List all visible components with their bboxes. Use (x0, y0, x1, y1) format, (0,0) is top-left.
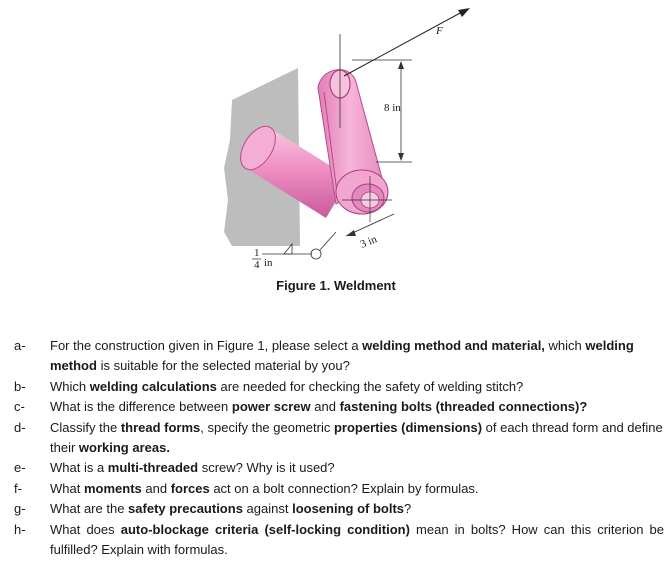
weld-size-numerator: 1 (254, 247, 260, 259)
question-segment: What is a (50, 460, 108, 476)
figure-caption: Figure 1. Weldment (276, 278, 396, 293)
question-emphasis: welding method (50, 338, 634, 374)
question-emphasis: auto-blockage criteria (self-locking condition) (120, 521, 410, 537)
question-segment: are needed for checking the safety of welding stitch? (216, 378, 524, 394)
question-text (50, 418, 664, 459)
question-marker: a- (14, 338, 26, 353)
question-segment: What (50, 480, 84, 496)
question-emphasis: thread forms (120, 419, 201, 435)
question-text (50, 520, 664, 561)
question-segment: mean in bolts? How can this criterion be fulfilled? Explain with formulas. (50, 521, 664, 558)
question-emphasis: safety precautions (128, 501, 243, 517)
question-emphasis: welding method and material, (362, 338, 545, 353)
question-segment: ? (404, 501, 412, 517)
question-item (14, 377, 664, 397)
question-marker: d- (14, 419, 26, 435)
question-segment: For the construction given in Figure 1, please select a (50, 338, 363, 353)
question-marker: g- (14, 501, 26, 517)
dim-8in-label: 8 in (384, 102, 401, 114)
question-item (14, 336, 664, 377)
force-label: F (436, 25, 443, 37)
weld-size-unit: in (264, 257, 273, 269)
question-emphasis: properties (dimensions) (333, 419, 483, 435)
question-emphasis: working areas. (78, 440, 170, 456)
question-text (50, 336, 664, 377)
question-segment: What are the (50, 501, 129, 517)
question-emphasis: multi-threaded (107, 460, 199, 476)
question-emphasis: forces (170, 480, 210, 496)
question-segment: act on a bolt connection? Explain by formulas. (209, 480, 479, 496)
question-segment: What does (50, 521, 121, 537)
question-segment: against (242, 501, 293, 517)
question-list (14, 336, 664, 560)
question-emphasis: welding calculations (89, 378, 217, 394)
question-emphasis: loosening of bolts (292, 501, 405, 517)
question-item (14, 418, 664, 459)
question-segment: of each thread form and define their (50, 419, 663, 456)
question-item (14, 458, 664, 478)
question-marker: c- (14, 399, 25, 415)
question-text (50, 479, 664, 499)
question-segment: Which (50, 378, 90, 394)
question-segment: , specify the geometric (200, 419, 334, 435)
question-text (50, 377, 664, 397)
question-item (14, 397, 664, 417)
question-text (50, 397, 664, 417)
question-emphasis: moments (83, 480, 142, 496)
question-emphasis: power screw (231, 399, 311, 415)
question-segment: and (141, 480, 171, 496)
question-item (14, 479, 664, 499)
question-text (50, 458, 664, 478)
dim-3in-label: 3 in (358, 233, 379, 251)
hub (336, 170, 392, 222)
question-marker: e- (14, 460, 26, 476)
question-segment: screw? Why is it used? (198, 460, 335, 476)
question-segment: which (544, 338, 586, 353)
question-marker: f- (14, 480, 22, 496)
force-arrow (344, 8, 470, 76)
question-item (14, 520, 664, 561)
question-segment: and (310, 399, 340, 415)
question-segment: is suitable for the selected material by you? (96, 358, 350, 374)
question-text (50, 499, 664, 519)
question-emphasis: fastening bolts (threaded connections)? (339, 399, 588, 415)
question-item (14, 499, 664, 519)
question-segment: What is the difference between (50, 399, 232, 415)
question-marker: b- (14, 378, 26, 394)
weld-size-denominator: 4 (254, 259, 260, 271)
question-segment: Classify the (50, 419, 121, 435)
question-marker: h- (14, 521, 26, 537)
